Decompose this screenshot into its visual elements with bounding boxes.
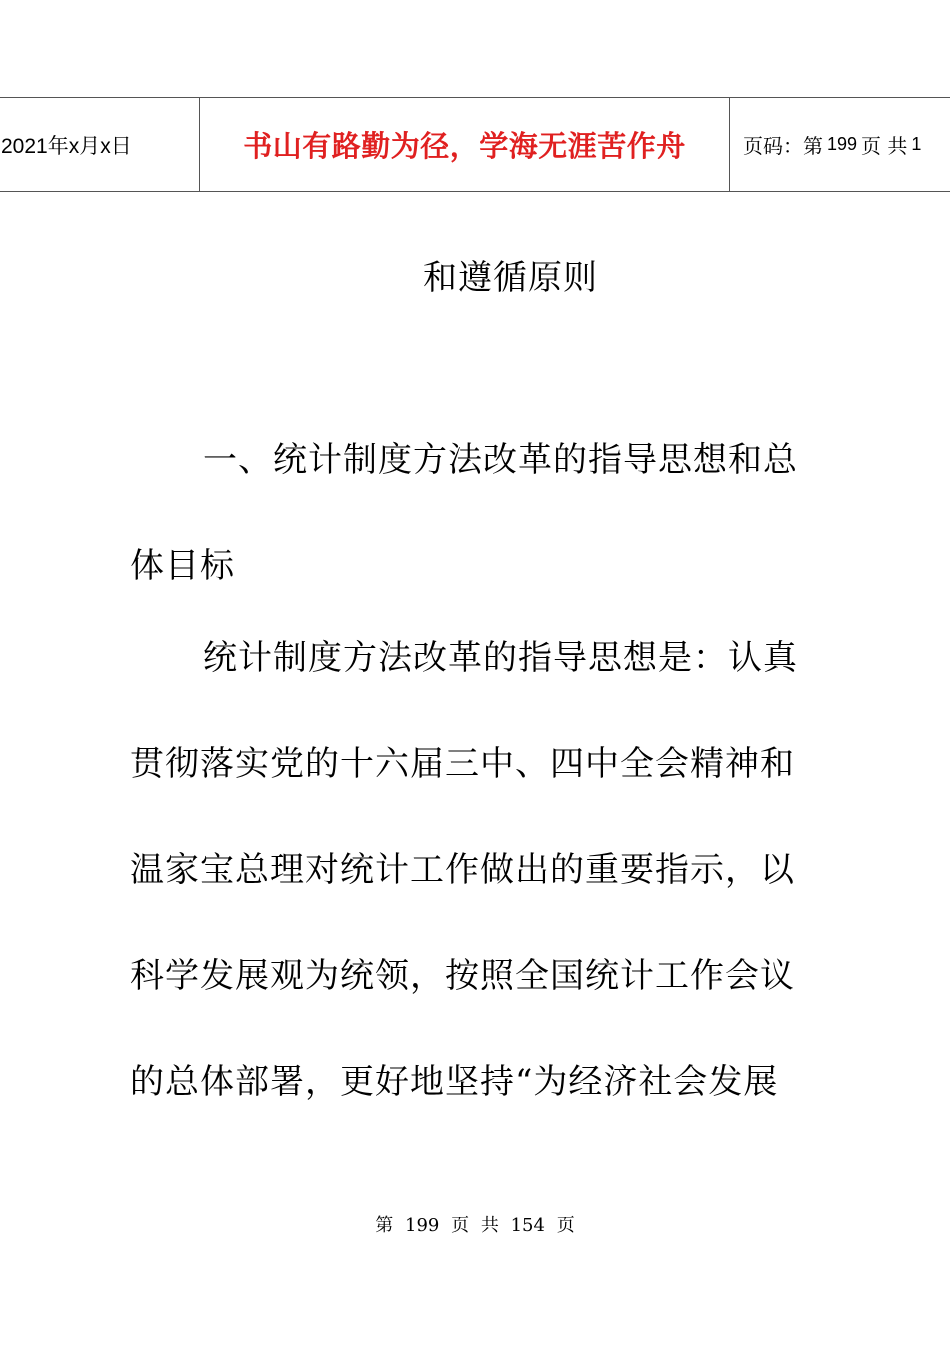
header-date: 2021年x月x日 [1,134,132,158]
footer-suffix: 页 [556,1215,575,1236]
header-divider [729,98,730,191]
header-page-info [743,98,950,191]
section-heading-continued: 和遵循原则 [423,258,598,298]
header-page-prefix: 页码：第 [743,134,823,158]
footer-total-pages: 154 [510,1215,545,1236]
paragraph-line: 温家宝总理对统计工作做出的重要指示，以 [130,850,795,890]
header-motto: 书山有路勤为径，学海无涯苦作舟 [243,129,686,163]
footer-page-word: 页 [451,1215,470,1236]
header-page-total: 1 [911,134,922,154]
footer-page-number: 199 [405,1215,440,1236]
section-heading: 一、统计制度方法改革的指导思想和总 [203,440,798,480]
header-page-mid: 页 共 [861,134,908,158]
paragraph-line: 统计制度方法改革的指导思想是：认真 [203,638,798,678]
page-footer [0,1211,950,1237]
paragraph-line: 贯彻落实党的十六届三中、四中全会精神和 [130,744,795,784]
footer-prefix: 第 [375,1215,394,1236]
paragraph-line: 的总体部署，更好地坚持“为经济社会发展 [130,1062,779,1102]
footer-total-word: 共 [480,1215,499,1236]
section-heading-line-2: 体目标 [130,546,235,586]
header-page-number: 199 [827,134,858,154]
page-header [0,97,950,192]
paragraph-line: 科学发展观为统领，按照全国统计工作会议 [130,956,795,996]
